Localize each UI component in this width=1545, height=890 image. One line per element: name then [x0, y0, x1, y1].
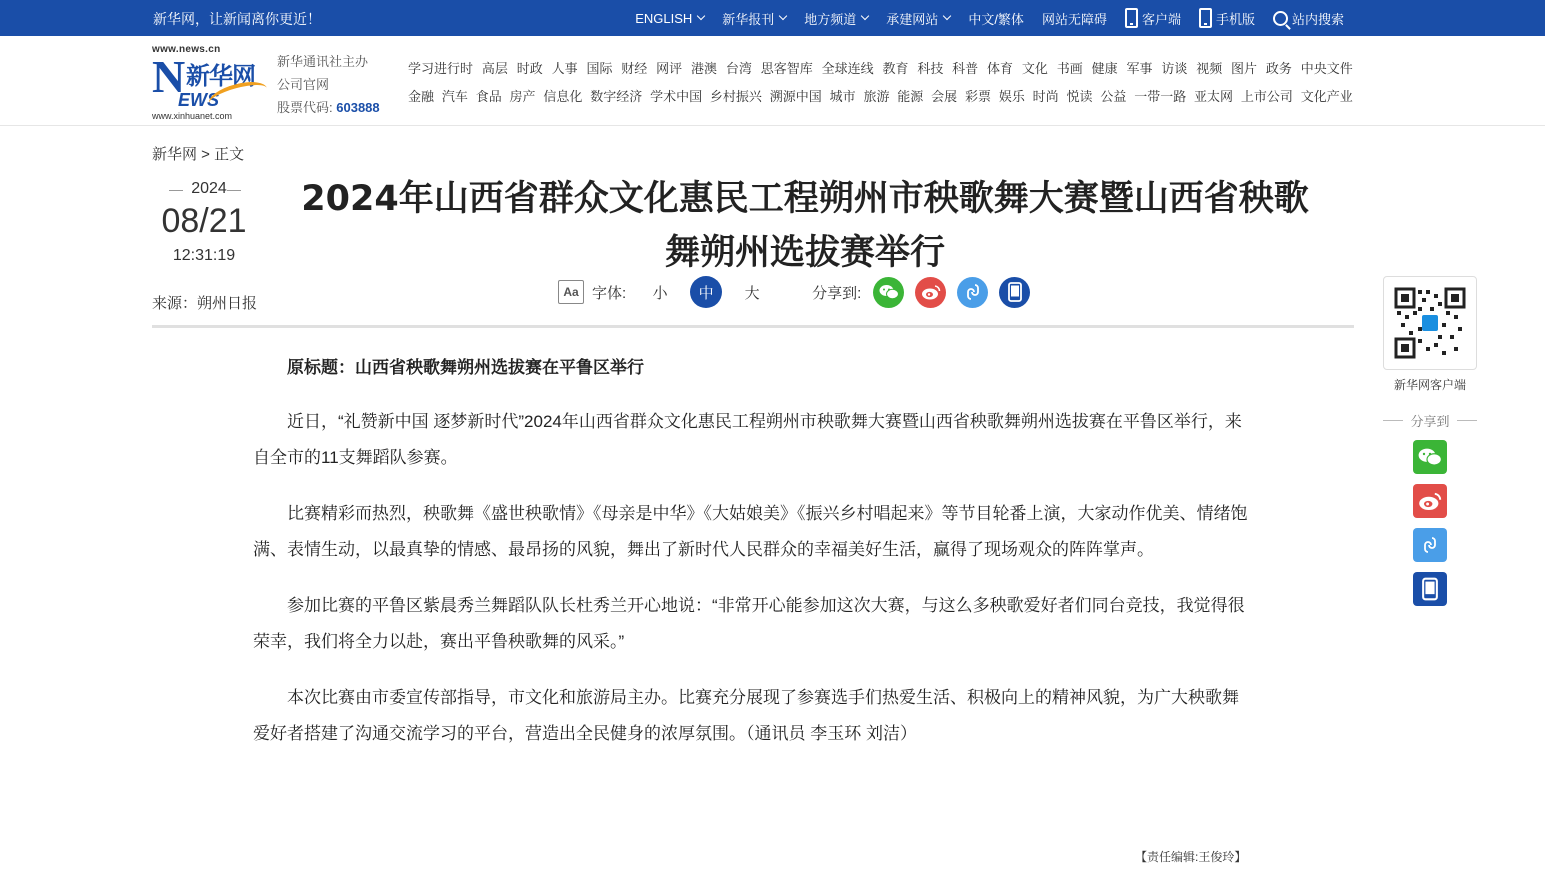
article-paragraph: 本次比赛由市委宣传部指导，市文化和旅游局主办。比赛充分展现了参赛选手们热爱生活、积极向上的精神风貌，为广大秧歌舞爱好者搭建了沟通交流学习的平台，营造出全民健身的浓厚氛围。（通讯员 李玉环 刘洁） [253, 688, 1239, 743]
article-source: 来源：朔州日报 [152, 295, 258, 312]
phone-icon [1125, 8, 1138, 28]
channel-nav-row-2 [408, 86, 1353, 114]
channel-link[interactable]: 亚太网 [1194, 89, 1234, 104]
channel-link[interactable]: 全球连线 [821, 61, 874, 76]
channel-link[interactable]: 旅游 [863, 89, 890, 104]
app-qr-code [1383, 276, 1477, 370]
chevron-down-icon [779, 12, 787, 20]
channel-link[interactable]: 访谈 [1161, 61, 1188, 76]
channel-link[interactable]: 高层 [481, 61, 508, 76]
channel-link[interactable]: 金融 [408, 89, 435, 104]
weibo-icon [1418, 491, 1442, 511]
channel-link[interactable]: 一带一路 [1134, 89, 1187, 104]
stock-number[interactable]: 603888 [336, 100, 380, 115]
newspapers-menu[interactable] [713, 9, 795, 28]
font-size-label: 字体: [592, 284, 627, 302]
local-channels-menu[interactable] [795, 9, 877, 28]
channel-link[interactable]: 书画 [1056, 61, 1083, 76]
chevron-down-icon [697, 12, 705, 20]
font-small-button[interactable]: 小 [652, 284, 668, 302]
site-search-link[interactable] [1264, 9, 1353, 28]
xinhua-logo[interactable] [152, 44, 270, 120]
channel-link[interactable]: 体育 [987, 61, 1014, 76]
mobile-icon [1422, 577, 1438, 601]
qr-caption: 新华网客户端 [1393, 378, 1466, 392]
share-link-button[interactable] [957, 277, 988, 308]
share-mobile-button[interactable] [999, 277, 1030, 308]
logo-url-top: www.news.cn [152, 44, 221, 55]
logo-brand: 新华网 [186, 63, 255, 90]
search-icon [1273, 11, 1288, 26]
publish-year: 2024 [152, 180, 266, 198]
share-label: 分享到: [812, 284, 862, 302]
channel-link[interactable]: 中央文件 [1300, 61, 1353, 76]
logo-n-mark: N [152, 51, 186, 102]
channel-link[interactable]: 国际 [586, 61, 613, 76]
channel-link[interactable]: 汽车 [441, 89, 468, 104]
top-bar [0, 0, 1545, 36]
font-medium-button[interactable]: 中 [690, 276, 722, 308]
simplified-traditional-label: 中文/繁体 [968, 11, 1024, 27]
qr-code-icon [1394, 287, 1466, 359]
side-share-mobile-button[interactable] [1413, 572, 1447, 606]
channel-link[interactable]: 科技 [917, 61, 944, 76]
stock-code [277, 96, 380, 119]
corp-info [277, 50, 380, 119]
article-tools [558, 276, 1041, 308]
channel-link[interactable]: 食品 [475, 89, 502, 104]
built-sites-label: 承建网站 [886, 11, 939, 27]
wechat-icon [1418, 447, 1442, 467]
share-wechat-button[interactable] [873, 277, 904, 308]
newspapers-label: 新华报刊 [722, 11, 775, 27]
english-label: ENGLISH [635, 10, 693, 26]
side-share-wechat-button[interactable] [1413, 440, 1447, 474]
channel-link[interactable]: 学术中国 [650, 89, 703, 104]
chevron-down-icon [861, 12, 869, 20]
responsible-editor: 【责任编辑:王俊玲】 [1135, 850, 1247, 864]
simplified-traditional-link[interactable] [959, 9, 1033, 28]
channel-link[interactable]: 悦读 [1066, 89, 1093, 104]
channel-nav-row-1 [408, 58, 1353, 86]
channel-link[interactable]: 图片 [1231, 61, 1258, 76]
link-icon [965, 283, 981, 301]
channel-link[interactable]: 娱乐 [998, 89, 1025, 104]
channel-link[interactable]: 数字经济 [590, 89, 643, 104]
side-share-panel [1383, 276, 1477, 606]
channel-link[interactable]: 科普 [952, 61, 979, 76]
channel-link[interactable]: 财经 [621, 61, 648, 76]
client-app-link[interactable] [1116, 8, 1190, 28]
channel-link[interactable]: 学习进行时 [408, 61, 474, 76]
channel-link[interactable]: 会展 [931, 89, 958, 104]
side-share-weibo-button[interactable] [1413, 484, 1447, 518]
site-search-label: 站内搜索 [1291, 11, 1344, 27]
side-share-link-button[interactable] [1413, 528, 1447, 562]
channel-link[interactable]: 港澳 [691, 61, 718, 76]
title-divider [152, 325, 1354, 328]
channel-link[interactable]: 公益 [1100, 89, 1127, 104]
publish-time: 12:31:19 [172, 247, 236, 264]
channel-link[interactable]: 视频 [1196, 61, 1223, 76]
mobile-version-link[interactable] [1190, 8, 1264, 28]
article-title: 2024年山西省群众文化惠民工程朔州市秧歌舞大赛暨山西省秧歌舞朔州选拔赛举行 [301, 179, 1309, 273]
built-sites-menu[interactable] [877, 9, 959, 28]
channel-link[interactable]: 文化 [1021, 61, 1048, 76]
side-share-label: 分享到 [1383, 411, 1477, 430]
channel-link[interactable]: 政务 [1265, 61, 1292, 76]
channel-link[interactable]: 教育 [882, 61, 909, 76]
channel-link[interactable]: 时政 [516, 61, 543, 76]
font-size-icon: Aa [558, 280, 584, 304]
link-icon [1422, 535, 1438, 555]
channel-link[interactable]: 上市公司 [1240, 89, 1293, 104]
accessibility-label: 网站无障碍 [1041, 11, 1107, 27]
logo-ews-mark: EWS [178, 90, 220, 110]
channel-link[interactable]: 思客智库 [760, 61, 813, 76]
channel-link[interactable]: 台湾 [725, 61, 752, 76]
wechat-icon [879, 284, 899, 300]
channel-link[interactable]: 军事 [1126, 61, 1153, 76]
channel-link[interactable]: 文化产业 [1300, 89, 1353, 104]
article-paragraph: 近日，“礼赞新中国 逐梦新时代”2024年山西省群众文化惠民工程朔州市秧歌舞大赛暨山西省秧歌舞朔州选拔赛在平鲁区举行，来自全市的11支舞蹈队参赛。 [253, 412, 1242, 467]
channel-nav [408, 58, 1353, 114]
publish-month-day: 08/21 [161, 202, 247, 240]
publish-date [152, 180, 266, 265]
article-paragraph: 比赛精彩而热烈，秧歌舞《盛世秧歌情》《母亲是中华》《大姑娘美》《振兴乡村唱起来》等节目轮番上演，大家动作优美、情绪饱满、表情生动，以最真挚的情感、最昂扬的风貌，舞出了新时代人民群众的幸福美好生活，赢得了现场观众的阵阵掌声。 [253, 504, 1248, 559]
english-menu[interactable] [626, 11, 713, 26]
accessibility-link[interactable] [1033, 9, 1116, 28]
client-app-label: 客户端 [1141, 11, 1181, 27]
channel-link[interactable]: 彩票 [964, 89, 991, 104]
article-body [253, 350, 1253, 772]
site-slogan: 新华网，让新闻离你更近！ [153, 11, 321, 27]
channel-link[interactable]: 时尚 [1032, 89, 1059, 104]
channel-link[interactable]: 城市 [829, 89, 856, 104]
channel-link[interactable]: 人事 [551, 61, 578, 76]
channel-link[interactable]: 信息化 [543, 89, 583, 104]
channel-link[interactable]: 乡村振兴 [709, 89, 762, 104]
mobile-icon [1008, 282, 1022, 302]
top-nav [626, 0, 1353, 36]
corp-sponsor: 新华通讯社主办 [277, 54, 369, 69]
logo-url-bottom: www.xinhuanet.com [152, 111, 233, 121]
stock-label: 股票代码: [277, 100, 333, 115]
channel-link[interactable]: 溯源中国 [769, 89, 822, 104]
article-paragraph: 参加比赛的平鲁区紫晨秀兰舞蹈队队长杜秀兰开心地说：“非常开心能参加这次大赛，与这么多秧歌爱好者们同台竞技，我觉得很荣幸，我们将全力以赴，赛出平鲁秧歌舞的风采。” [253, 596, 1245, 651]
mobile-version-label: 手机版 [1215, 11, 1255, 27]
channel-link[interactable]: 网评 [656, 61, 683, 76]
corp-official-site[interactable]: 公司官网 [277, 77, 330, 92]
font-large-button[interactable]: 大 [744, 284, 760, 302]
mobile-icon [1199, 8, 1212, 28]
site-header [0, 36, 1545, 126]
channel-link[interactable]: 能源 [897, 89, 924, 104]
original-title: 原标题：山西省秧歌舞朔州选拔赛在平鲁区举行 [287, 358, 644, 377]
local-channels-label: 地方频道 [804, 11, 857, 27]
breadcrumb[interactable]: 新华网 > 正文 [152, 146, 245, 163]
weibo-icon [921, 284, 941, 300]
channel-link[interactable]: 健康 [1091, 61, 1118, 76]
share-weibo-button[interactable] [915, 277, 946, 308]
channel-link[interactable]: 房产 [509, 89, 536, 104]
chevron-down-icon [943, 12, 951, 20]
